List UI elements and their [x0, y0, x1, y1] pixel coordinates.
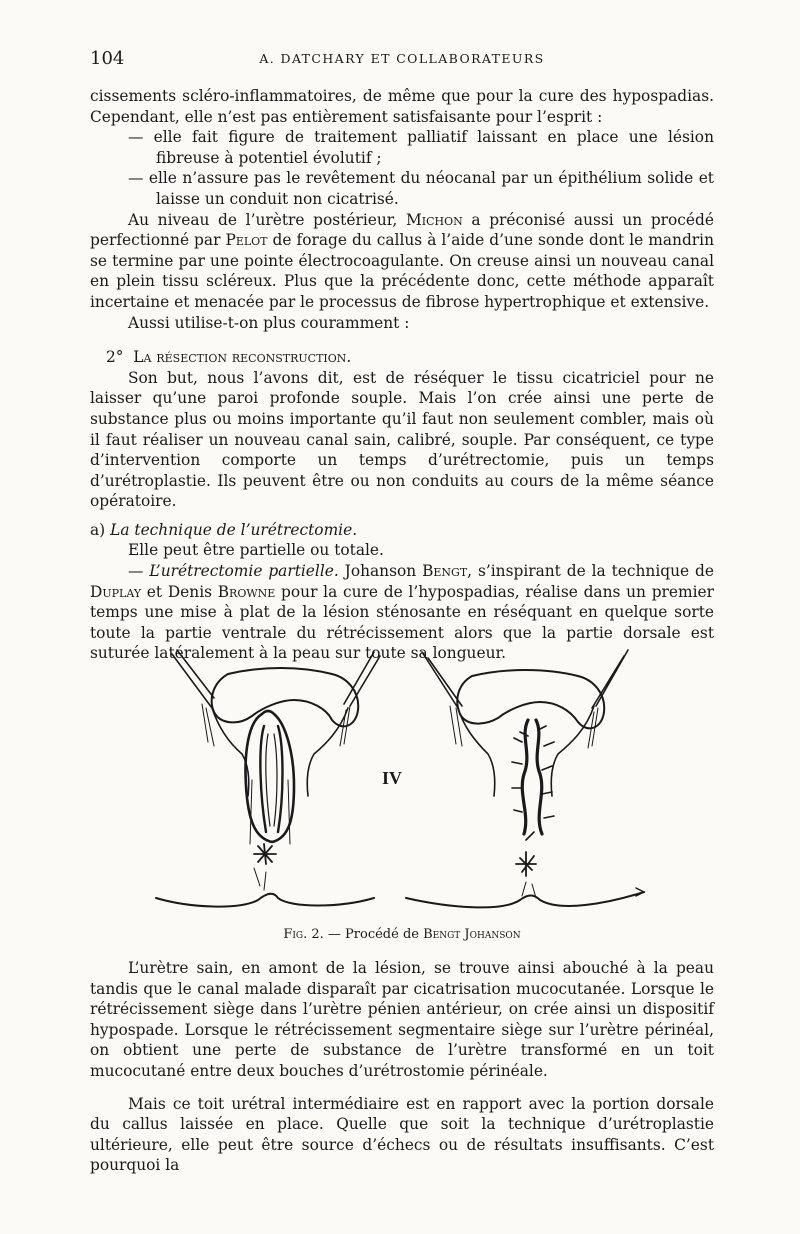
paragraph-1: cissements scléro-inflammatoires, de même que pour la cure des hypospadias. Cependant, elle n’est pas entièrement satisfaisante pour l’esprit : [90, 87, 714, 126]
body-text-top [90, 86, 714, 664]
surgical-figure [150, 646, 650, 918]
subsection-heading: a) La technique de l’urétrectomie. [90, 520, 358, 539]
paragraph-7: L’urètre sain, en amont de la lésion, se trouve ainsi abouché à la peau tandis que le canal malade disparaît par cicatrisation mucocutanée. Lorsque le rétrécissement siège dans l’urètre pénien antérieur, on crée ainsi un dispositif hypospade. Lorsque le rétrécissement segmentaire siège sur l’urètre périnéal, on obtient une perte de substance de l’urètre transformé en un toit mucocutané entre deux bouches d’urétrostomie périnéale. [90, 959, 714, 1080]
figure-drawing [150, 646, 650, 918]
author-michon: Michon [405, 210, 463, 229]
right-drawing [406, 650, 644, 907]
figure-label: IV [382, 768, 403, 788]
paragraph-8: Mais ce toit urétral intermédiaire est en rapport avec la portion dorsale du callus laissée en place. Quelle que soit la technique d’urétroplastie ultérieure, elle peut être source d’échecs ou de résultats insuffisants. C’est pourquoi la [90, 1094, 714, 1175]
body-text-bottom [90, 958, 714, 1176]
page-header [90, 48, 714, 72]
paragraph-6: — L’urétrectomie partielle. Johanson Bengt, s’inspirant de la technique de Duplay et Denis Browne pour la cure de l’hypospadias, réalise dans un premier temps une mise à plat de la lésion sténosante en réséquant en quelque sorte toute la partie ventrale du rétrécissement alors que la partie dorsale est suturée latéralement à la peau sur toute sa longueur. [90, 562, 714, 663]
page-number: 104 [90, 48, 125, 69]
figure-caption: Fig. 2. — Procédé de Bengt Johanson [283, 927, 521, 942]
paragraph-2: Au niveau de l’urètre postérieur, Michon a préconisé aussi un procédé perfectionné par Pelot de forage du callus à l’aide d’une sonde dont le mandrin se termine par une pointe électrocoagulante. On creuse ainsi un nouveau canal en plein tissu scléreux. Plus que la précédente donc, cette méthode apparaît incertaine et menacée par le processus de fibrose hypertrophique et extensive. [90, 210, 715, 311]
dash-item-2: — elle n’assure pas le revêtement du néocanal par un épithélium solide et laisse un conduit non cicatrisé. [128, 169, 714, 208]
paragraph-4: Son but, nous l’avons dit, est de réséquer le tissu cicatriciel pour ne laisser qu’une paroi profonde souple. Mais l’on crée ainsi une perte de substance plus ou moins importante qu’il faut non seulement combler, mais où il faut réaliser un nouveau canal sain, calibré, souple. Par conséquent, ce type d’intervention comporte un temps d’urétrectomie, puis un temps d’urétroplastie. Ils peuvent être ou non conduits au cours de la même séance opératoire. [90, 368, 714, 511]
left-drawing [156, 650, 380, 907]
author-pelot: Pelot [225, 231, 268, 250]
dash-item-1: — elle fait figure de traitement palliatif laissant en place une lésion fibreuse à potentiel évolutif ; [128, 128, 714, 167]
section-heading: 2° La résection reconstruction. [106, 348, 352, 367]
running-head: A. DATCHARY ET COLLABORATEURS [259, 51, 545, 66]
paragraph-3: Aussi utilise-t-on plus couramment : [128, 313, 410, 332]
paragraph-5: Elle peut être partielle ou totale. [128, 541, 384, 560]
